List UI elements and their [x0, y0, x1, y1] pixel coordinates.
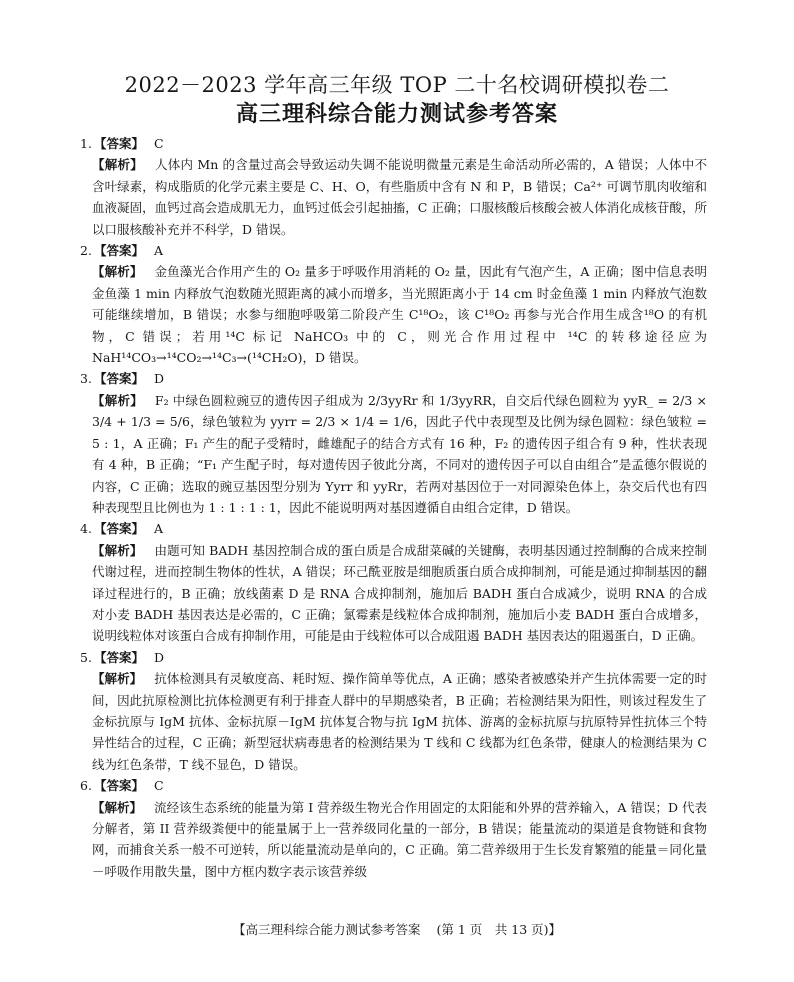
footer-close-bracket: 】 [548, 922, 562, 937]
question-6 [80, 775, 707, 882]
answer-line [80, 518, 707, 539]
question-number: 5. [80, 649, 92, 665]
explanation-paragraph [92, 540, 707, 647]
question-5 [80, 647, 707, 775]
answer-line [80, 368, 707, 389]
question-number: 4. [80, 521, 92, 537]
answer-tag: 【答案】 [94, 136, 145, 151]
answer-value: A [154, 243, 164, 259]
document-title: 2022－2023 学年高三年级 TOP 二十名校调研模拟卷二 [124, 73, 670, 97]
explanation-text: 流经该生态系统的能量为第 I 营养级生物光合作用固定的太阳能和外界的营养输入，A 错误；D 代表分解者，第 II 营养级粪便中的能量属于上一营养级同化量的一部分，B 错误；能量流动的渠道是食物链和食物网，而捕食关系一般不可逆转，所以能量流动是单向的，C 正确。第二营养级用于生长发育繁殖的能量＝同化量－呼吸作用散失量，图中方框内数字表示该营养级 [92, 799, 707, 879]
explanation-text: 由题可知 BADH 基因控制合成的蛋白质是合成甜菜碱的关键酶，表明基因通过控制酶的合成来控制代谢过程，进而控制生物体的性状，A 错误；环己酰亚胺是细胞质蛋白质合成抑制剂，可能是通过抑制基因的翻译过程进行的，B 正确；放线菌素 D 是 RNA 合成抑制剂，施加后 BADH 蛋白合成减少，说明 RNA 的合成对小麦 BADH 基因表达是必需的，C 正确；氯霉素是线粒体合成抑制剂，施加后小麦 BADH 蛋白合成增多，说明线粒体对该蛋白合成有抑制作用，可能是由于线粒体可以合成阻遏 BADH 基因表达的阻遏蛋白，D 正确。 [92, 542, 707, 644]
question-number: 1. [80, 136, 92, 151]
question-number: 2. [80, 243, 92, 259]
document-subtitle: 高三理科综合能力测试参考答案 [235, 102, 558, 127]
answer-line [80, 647, 707, 668]
answer-value: C [154, 136, 164, 151]
explanation-paragraph [92, 261, 707, 368]
answer-tag: 【答案】 [94, 778, 145, 794]
answer-tag: 【答案】 [94, 649, 145, 665]
explanation-text: F₂ 中绿色圆粒豌豆的遗传因子组成为 2/3yyRr 和 1/3yyRR，自交后代绿色圆粒为 yyR_ = 2/3 × 3/4 + 1/3 = 5/6，绿色皱粒为 yyrr = 2/3 × 1/4 = 1/6，因此子代中表现型及比例为绿色圆粒：绿色皱粒 = 5 : 1，A 正确；F₁ 产生的配子受精时，雌雄配子的结合方式有 16 种，F₂ 的遗传因子组合有 9 种，性状表现有 4 种，B 正确；“F₁ 产生配子时，每对遗传因子彼此分离，不同对的遗传因子可以自由组合”是孟德尔假说的内容，C 正确；选取的豌豆基因型分别为 Yyrr 和 yyRr，若两对基因位于一对同源染色体上，杂交后代也有四种表现型且比例也为 1 : 1 : 1 : 1，因此不能说明两对基因遵循自由组合定律，D 错误。 [92, 392, 707, 515]
explanation-text: 抗体检测具有灵敏度高、耗时短、操作简单等优点，A 正确；感染者被感染并产生抗体需要一定的时间，因此抗原检测比抗体检测更有利于排查人群中的早期感染者，B 正确；若检测结果为阳性，则该过程发生了金标抗原与 IgM 抗体、金标抗原－IgM 抗体复合物与抗 IgM 抗体、游离的金标抗原与抗原特异性抗体三个特异性结合的过程，C 正确；新型冠状病毒患者的检测结果为 T 线和 C 线都为红色条带，健康人的检测结果为 C 线为红色条带，T 线不显色，D 错误。 [92, 671, 707, 772]
explanation-tag: 【解析】 [92, 392, 143, 408]
answer-line [80, 133, 707, 154]
question-2 [80, 240, 707, 368]
explanation-text: 金鱼藻光合作用产生的 O₂ 量多于呼吸作用消耗的 O₂ 量，因此有气泡产生，A 正确；图中信息表明金鱼藻 1 min 内释放气泡数随光照距离的减小而增多，当光照距离小于 14 cm 时金鱼藻 1 min 内释放气泡数可能继续增加，B 错误；水参与细胞呼吸第二阶段产生 C¹⁸O₂，该 C¹⁸O₂ 再参与光合作用生成含¹⁸O 的有机物，C 错误；若用¹⁴C 标记 NaHCO₃ 中的 C，则光合作用过程中 ¹⁴C 的转移途径应为 NaH¹⁴CO₃→¹⁴CO₂→¹⁴C₃→(¹⁴CH₂O)，D 错误。 [92, 264, 707, 366]
explanation-paragraph [92, 390, 707, 518]
explanation-paragraph [92, 154, 707, 240]
question-1 [80, 133, 707, 240]
answer-tag: 【答案】 [94, 243, 145, 259]
answer-value: A [154, 521, 164, 537]
question-number: 6. [80, 778, 92, 794]
footer-open-bracket: 【 [232, 922, 246, 937]
answer-value: D [154, 371, 165, 387]
answer-value: D [154, 649, 165, 665]
explanation-text: 人体内 Mn 的含量过高会导致运动失调不能说明微量元素是生命活动所必需的，A 错误；人体中不含叶绿素，构成脂质的化学元素主要是 C、H、O，有些脂质中含有 N 和 P，B 错误；Ca²⁺ 可调节肌肉收缩和血液凝固，血钙过高会造成肌无力，血钙过低会引起抽搐，C 正确；口服核酸后核酸会被人体消化成核苷酸，所以口服核酸补充并不科学，D 错误。 [92, 157, 707, 237]
footer-page-info: (第 1 页 共 13 页) [436, 922, 549, 937]
explanation-tag: 【解析】 [92, 799, 143, 815]
explanation-tag: 【解析】 [92, 157, 143, 173]
explanation-tag: 【解析】 [92, 264, 143, 280]
question-3 [80, 368, 707, 518]
page-footer [0, 921, 794, 939]
explanation-tag: 【解析】 [92, 542, 143, 558]
answer-line [80, 775, 707, 796]
question-number: 3. [80, 371, 92, 387]
answer-tag: 【答案】 [94, 371, 145, 387]
answer-value: C [154, 778, 164, 794]
explanation-paragraph [92, 797, 707, 883]
answer-list [80, 133, 707, 882]
explanation-paragraph [92, 668, 707, 775]
question-4 [80, 518, 707, 646]
answer-tag: 【答案】 [94, 521, 145, 537]
footer-doc-name: 高三理科综合能力测试参考答案 [245, 922, 421, 937]
explanation-tag: 【解析】 [92, 671, 143, 687]
answer-line [80, 240, 707, 261]
